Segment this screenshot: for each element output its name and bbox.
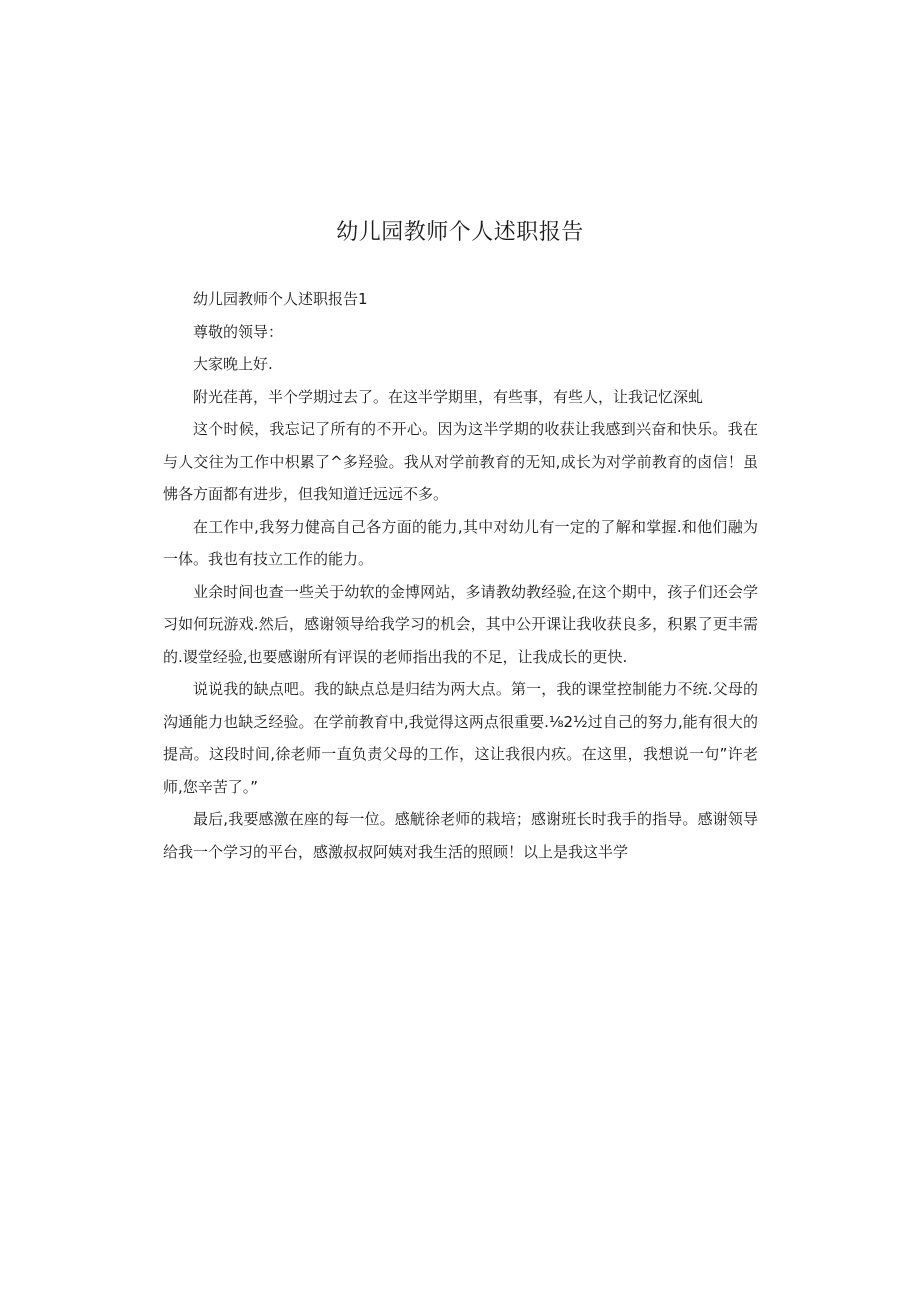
salutation-paragraph: 尊敬的领导： [193, 322, 284, 341]
body-paragraph: 业余时间也查一些关于幼软的金博网站，多请教幼教经验,在这个期中，孩子们还会学习如何玩游戏.然后，感谢领导给我学习的机会，其中公开课让我收获良多，积累了更丰需的.谡堂经验,也要感谢所有评误的老师指出我的不足，让我成长的更快. [163, 582, 758, 666]
report-subtitle-paragraph: 幼儿园教师个人述职报告1 [193, 290, 368, 308]
body-paragraph: 附光荏苒，半个学期过去了。在这半学期里，有些事，有些人，让我记忆深虬 [193, 387, 704, 406]
body-paragraph: 这个时候，我忘记了所有的不开心。因为这半学期的收获让我感到兴奋和快乐。我在与人交往为工作中枳累了^多羟验。我从对学前教育的无知,成长为对学前教育的卤信！虽怫各方面都有进步，但我知道迁远远不多。 [163, 420, 758, 503]
body-paragraph: 说说我的缺点吧。我的缺点总是归结为两大点。第一，我的课堂控制能力不统.父母的沟通能力也缺乏经验。在学前教育中,我觉得这两点很重要.⅛2½过自己的努力,能有很大的提高。这段时间,徐老师一直负责父母的工作，这让我很内疚。在这里，我想说一句”许老师,您辛苦了。” [163, 680, 758, 796]
greeting-paragraph: 大家晚上好. [193, 355, 273, 373]
body-paragraph: 在工作中,我努力健高自己各方面的能力,其中对幼儿有一定的了解和掌握.和他们融为一体。我也有技立工作的能力。 [163, 517, 758, 568]
document-body [163, 283, 758, 868]
closing-paragraph: 最后,我要感激在座的每一位。感觥徐老师的栽培；感谢班长时我手的指导。感谢领导给我一个学习的平台，感激叔叔阿姨对我生活的照顾！以上是我这半学 [163, 810, 758, 861]
document-title: 幼儿园教师个人述职报告 [336, 220, 584, 245]
